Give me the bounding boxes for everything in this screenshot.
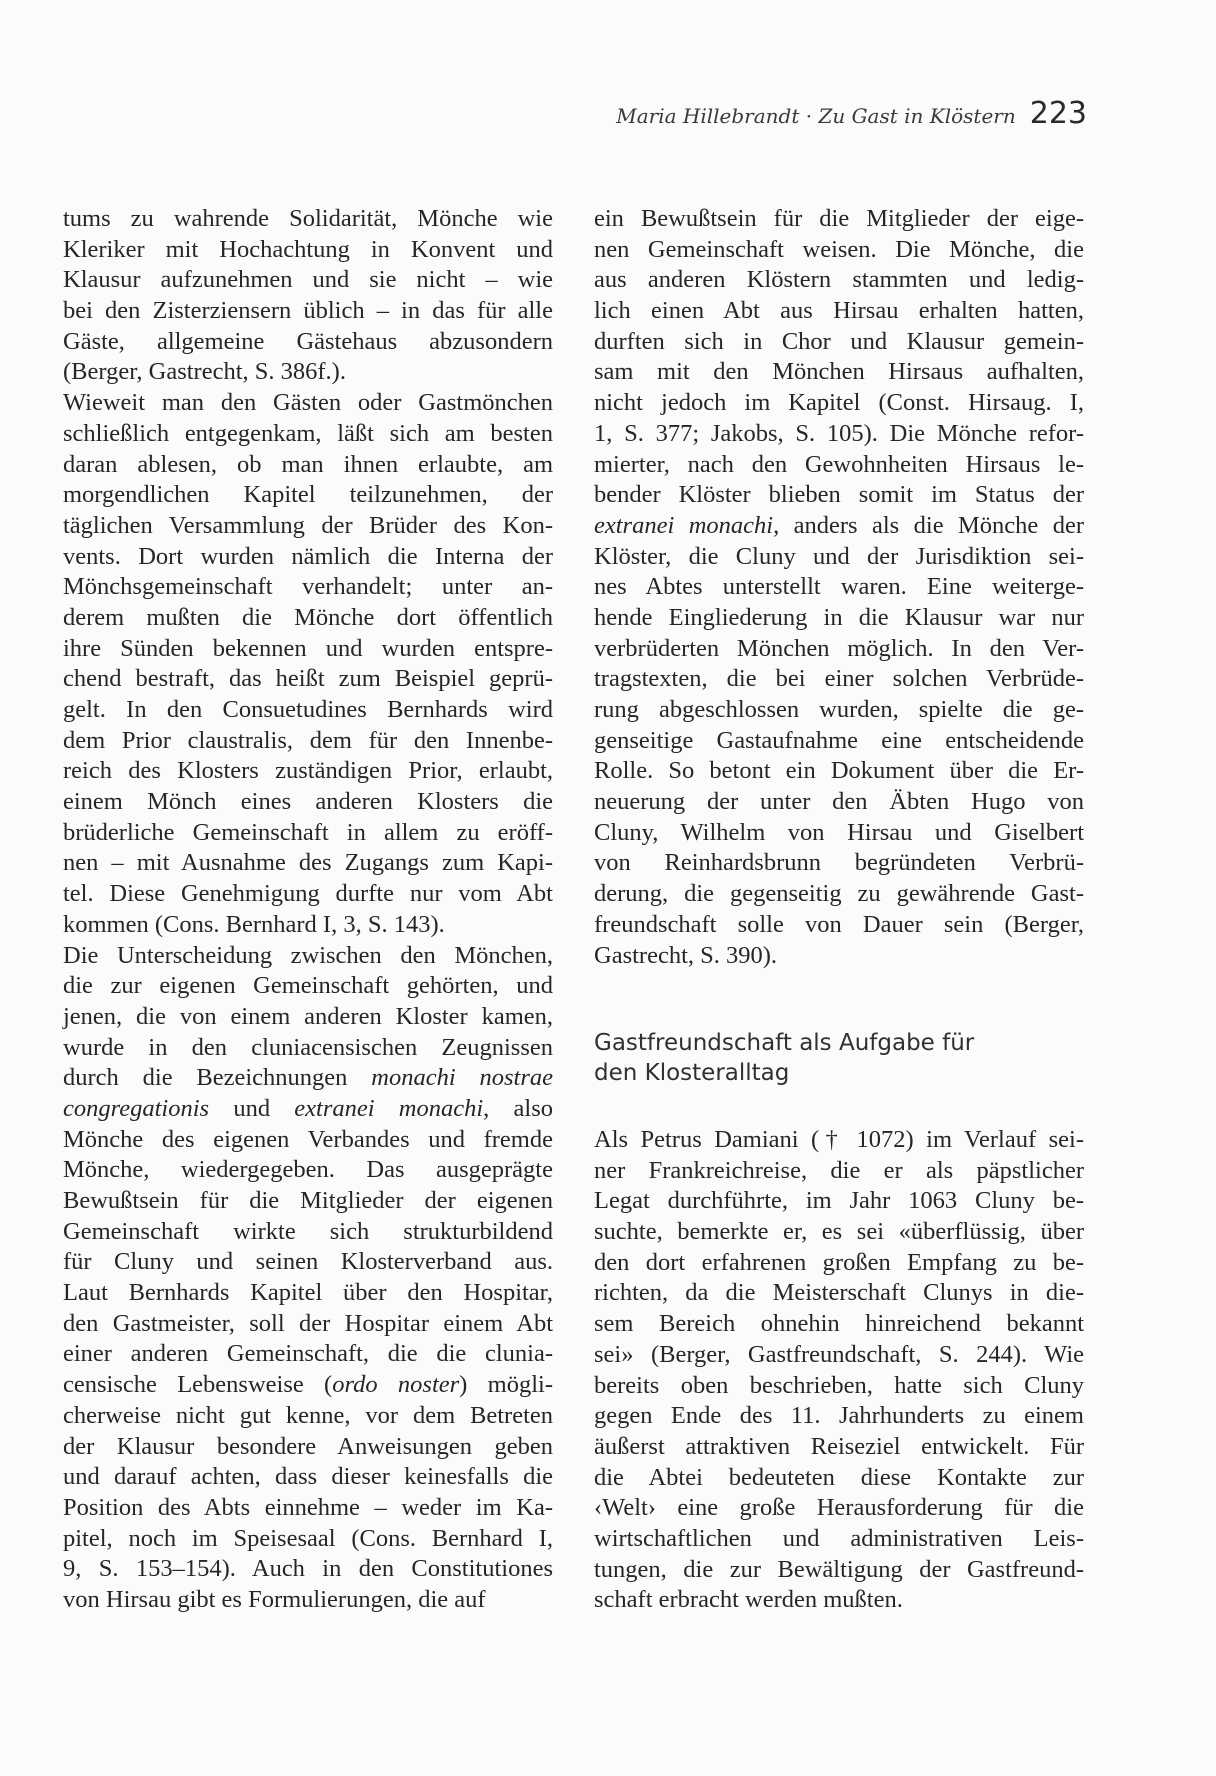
text-line: die Abtei bedeuteten diese Kontakte zur bbox=[594, 1463, 1084, 1491]
text-line: rung abgeschlossen wurden, spielte die ge- bbox=[594, 696, 1084, 723]
text-line: lich einen Abt aus Hirsau erhalten hatten, bbox=[594, 297, 1084, 325]
text-line: neuerung der unter den Äbten Hugo von bbox=[594, 788, 1084, 816]
text-line: Legat durchführte, im Jahr 1063 Cluny be- bbox=[594, 1187, 1084, 1215]
text-line: Position des Abts einnehme – weder im Ka- bbox=[63, 1493, 553, 1521]
text-line: censische Lebensweise (ordo noster) mögli- bbox=[63, 1371, 553, 1399]
text-line: und darauf achten, dass dieser keinesfalls die bbox=[63, 1463, 553, 1491]
text-line: äußerst attraktiven Reiseziel entwickelt. Für bbox=[594, 1432, 1084, 1460]
text-line: aus anderen Klöstern stammten und ledig- bbox=[594, 266, 1084, 294]
text-line: ner Frankreichreise, die er als päpstlicher bbox=[594, 1156, 1084, 1184]
text-line: chend bestraft, das heißt zum Beispiel geprü- bbox=[63, 665, 553, 693]
text-line: bereits oben beschrieben, hatte sich Cluny bbox=[594, 1371, 1084, 1399]
section-heading bbox=[594, 1028, 1084, 1088]
text-line: richten, da die Meisterschaft Clunys in die- bbox=[594, 1279, 1084, 1307]
text-line: freundschaft solle von Dauer sein (Berger, bbox=[594, 910, 1084, 938]
page-number: 223 bbox=[1029, 96, 1087, 131]
text-line: Gastrecht, S. 390). bbox=[594, 941, 778, 969]
running-head: Maria Hillebrandt · Zu Gast in Klöstern bbox=[616, 104, 1016, 128]
text-line: pitel, noch im Speisesaal (Cons. Bernhard I, bbox=[63, 1524, 553, 1552]
text-line: nicht jedoch im Kapitel (Const. Hirsaug. I, bbox=[594, 389, 1084, 417]
text-line: reich des Klosters zuständigen Prior, erlaubt, bbox=[63, 757, 553, 785]
text-line: Kleriker mit Hochachtung in Konvent und bbox=[63, 235, 553, 263]
text-line: sem Bereich ohnehin hinreichend bekannt bbox=[594, 1310, 1084, 1338]
right-column-continued bbox=[594, 1125, 1084, 1616]
text-line: Klöster, die Cluny und der Jurisdiktion sei- bbox=[594, 542, 1084, 570]
text-line: sam mit den Mönchen Hirsaus aufhalten, bbox=[594, 358, 1084, 386]
right-column bbox=[594, 204, 1084, 971]
text-line: tragstexten, die bei einer solchen Verbrüde- bbox=[594, 665, 1084, 693]
text-line: mierter, nach den Gewohnheiten Hirsaus le- bbox=[594, 450, 1084, 478]
text-line: jenen, die von einem anderen Kloster kamen, bbox=[63, 1002, 553, 1030]
text-line: täglichen Versammlung der Brüder des Kon- bbox=[63, 511, 553, 539]
text-line: suchte, bemerkte er, es sei «überflüssig, über bbox=[594, 1218, 1084, 1246]
text-line: dem Prior claustralis, dem für den Innenbe- bbox=[63, 726, 553, 754]
text-line: nen – mit Ausnahme des Zugangs zum Kapi- bbox=[63, 849, 553, 877]
text-line: den Gastmeister, soll der Hospitar einem Abt bbox=[63, 1309, 553, 1337]
text-line: Klausur aufzunehmen und sie nicht – wie bbox=[63, 266, 553, 294]
text-line: Laut Bernhards Kapitel über den Hospitar, bbox=[63, 1279, 553, 1307]
text-line: brüderliche Gemeinschaft in allem zu eröff- bbox=[63, 818, 553, 846]
text-line: ihre Sünden bekennen und wurden entspre- bbox=[63, 634, 553, 662]
text-line: daran ablesen, ob man ihnen erlaubte, am bbox=[63, 450, 553, 478]
text-line: ein Bewußtsein für die Mitglieder der eige- bbox=[594, 205, 1084, 232]
text-line: extranei monachi, anders als die Mönche der bbox=[594, 511, 1084, 539]
text-line: schaft erbracht werden mußten. bbox=[594, 1586, 903, 1614]
text-line: wirtschaftlichen und administrativen Leis- bbox=[594, 1524, 1084, 1552]
text-line: 1, S. 377; Jakobs, S. 105). Die Mönche refor- bbox=[594, 419, 1084, 447]
text-line: morgendlichen Kapitel teilzunehmen, der bbox=[63, 481, 553, 509]
text-line: kommen (Cons. Bernhard I, 3, S. 143). bbox=[63, 910, 445, 938]
text-line: bei den Zisterziensern üblich – in das für alle bbox=[63, 297, 553, 325]
text-line: nes Abtes unterstellt waren. Eine weiterge- bbox=[594, 573, 1084, 601]
text-line: von Hirsau gibt es Formulierungen, die auf bbox=[63, 1585, 486, 1613]
text-line: gelt. In den Consuetudines Bernhards wird bbox=[63, 696, 553, 723]
text-line: (Berger, Gastrecht, S. 386f.). bbox=[63, 358, 346, 386]
text-line: die zur eigenen Gemeinschaft gehörten, und bbox=[63, 972, 553, 1000]
text-line: der Klausur besondere Anweisungen geben bbox=[63, 1432, 553, 1460]
text-line: Wieweit man den Gästen oder Gastmönchen bbox=[63, 389, 553, 417]
text-line: einem Mönch eines anderen Klosters die bbox=[63, 788, 553, 816]
text-line: Gäste, allgemeine Gästehaus abzusondern bbox=[63, 327, 553, 355]
text-line: 9, S. 153–154). Auch in den Constitutiones bbox=[63, 1555, 553, 1583]
text-line: tel. Diese Genehmigung durfte nur vom Abt bbox=[63, 880, 553, 908]
left-column bbox=[63, 204, 553, 1616]
text-line: genseitige Gastaufnahme eine entscheidende bbox=[594, 726, 1084, 754]
text-line: vents. Dort wurden nämlich die Interna der bbox=[63, 542, 553, 570]
text-line: für Cluny und seinen Klosterverband aus. bbox=[63, 1248, 553, 1276]
text-line: von Reinhardsbrunn begründeten Verbrü- bbox=[594, 849, 1084, 877]
text-line: Mönche, wiedergegeben. Das ausgeprägte bbox=[63, 1156, 553, 1184]
text-line: durch die Bezeichnungen monachi nostrae bbox=[63, 1064, 554, 1092]
text-line: derem mußten die Mönche dort öffentlich bbox=[63, 603, 553, 631]
text-line: Rolle. So betont ein Dokument über die Er- bbox=[594, 757, 1084, 785]
text-line: ‹Welt› eine große Herausforderung für die bbox=[594, 1494, 1084, 1522]
text-line: Gemeinschaft wirkte sich strukturbildend bbox=[63, 1217, 553, 1245]
text-line: sei» (Berger, Gastfreundschaft, S. 244). Wie bbox=[594, 1340, 1084, 1368]
text-line: hende Eingliederung in die Klausur war nur bbox=[594, 603, 1084, 631]
text-line: tums zu wahrende Solidarität, Mönche wie bbox=[63, 205, 553, 232]
text-line: Als Petrus Damiani († 1072) im Verlauf sei- bbox=[594, 1126, 1084, 1153]
text-line: einer anderen Gemeinschaft, die die clunia- bbox=[63, 1340, 553, 1368]
text-line: bender Klöster blieben somit im Status der bbox=[594, 481, 1084, 509]
text-line: derung, die gegenseitig zu gewährende Gast- bbox=[594, 880, 1084, 908]
text-line: cherweise nicht gut kenne, vor dem Betreten bbox=[63, 1401, 553, 1429]
text-line: Bewußtsein für die Mitglieder der eigenen bbox=[63, 1187, 553, 1214]
text-line: gegen Ende des 11. Jahrhunderts zu einem bbox=[594, 1402, 1084, 1430]
text-line: congregationis und extranei monachi, also bbox=[63, 1094, 553, 1122]
text-line: nen Gemeinschaft weisen. Die Mönche, die bbox=[594, 235, 1084, 263]
page-header bbox=[616, 96, 1087, 131]
text-line: verbrüderten Mönchen möglich. In den Ver- bbox=[594, 634, 1084, 662]
text-line: durften sich in Chor und Klausur gemein- bbox=[594, 327, 1084, 355]
text-line: wurde in den cluniacensischen Zeugnissen bbox=[63, 1033, 553, 1061]
text-line: den dort erfahrenen großen Empfang zu be- bbox=[594, 1248, 1084, 1276]
text-line: den Klosteralltag bbox=[594, 1060, 790, 1086]
text-line: schließlich entgegenkam, läßt sich am besten bbox=[63, 419, 553, 447]
text-line: Die Unterscheidung zwischen den Mönchen, bbox=[63, 941, 553, 969]
text-line: Gastfreundschaft als Aufgabe für bbox=[594, 1030, 975, 1056]
text-line: Mönche des eigenen Verbandes und fremde bbox=[63, 1125, 553, 1153]
text-line: Mönchsgemeinschaft verhandelt; unter an- bbox=[63, 573, 553, 601]
text-line: Cluny, Wilhelm von Hirsau und Giselbert bbox=[594, 818, 1084, 846]
text-line: tungen, die zur Bewältigung der Gastfreund- bbox=[594, 1555, 1084, 1583]
